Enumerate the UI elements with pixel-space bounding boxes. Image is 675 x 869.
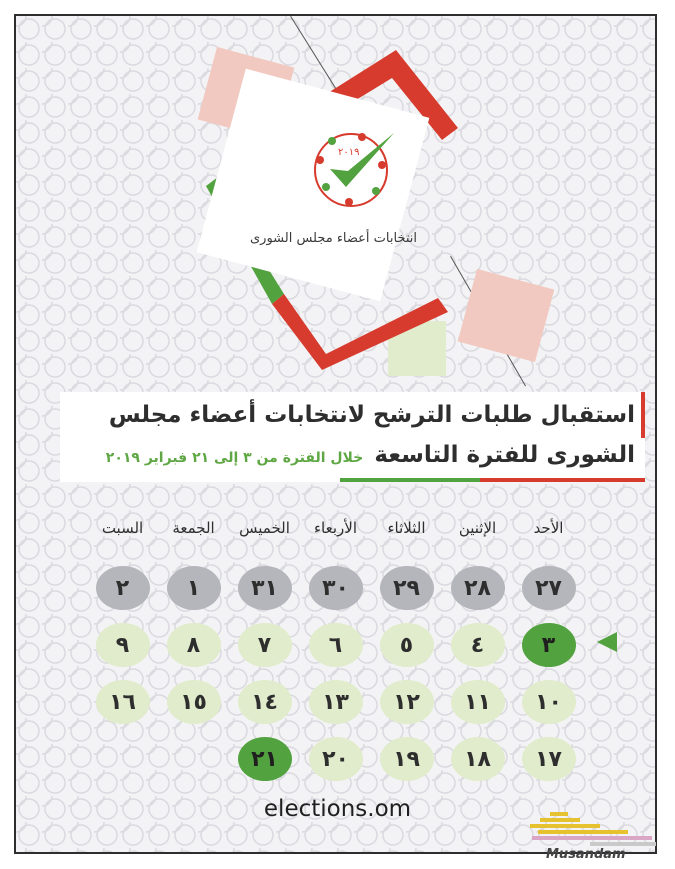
calendar-day: ١١	[451, 680, 505, 724]
calendar-day-highlighted: ٢١	[238, 737, 292, 781]
calendar-day: ٣٠	[309, 566, 363, 610]
weekday-label: الأربعاء	[313, 519, 357, 537]
start-date-arrow-icon	[597, 632, 617, 652]
calendar-slot	[371, 623, 442, 680]
calendar-slot	[300, 623, 371, 680]
calendar-slot	[442, 680, 513, 737]
calendar-slot	[158, 680, 229, 737]
calligraphy-logo-text	[249, 218, 422, 252]
calendar-day: ١٤	[238, 680, 292, 724]
calendar-slot	[371, 566, 442, 623]
calendar-day-highlighted: ٣	[522, 623, 576, 667]
calendar-slot	[371, 737, 442, 794]
title-line-2	[50, 442, 635, 468]
calendar-day: ٨	[167, 623, 221, 667]
calendar-day: ١٦	[96, 680, 150, 724]
weekday-label: الثلاثاء	[387, 519, 426, 537]
calendar-slot	[442, 737, 513, 794]
calendar-day: ٣١	[238, 566, 292, 610]
calendar-slot	[300, 737, 371, 794]
title-period: خلال الفترة من ٣ إلى ٢١ فبراير ٢٠١٩	[105, 450, 364, 466]
calendar-day: ٦	[309, 623, 363, 667]
calendar-day: ٥	[380, 623, 434, 667]
title-line-1: استقبال طلبات الترشح لانتخابات أعضاء مجلس	[108, 402, 635, 428]
calendar-slot	[229, 566, 300, 623]
weekday-label: السبت	[101, 519, 144, 537]
election-checkmark-logo	[302, 125, 400, 215]
calendar-slot	[158, 566, 229, 623]
calendar-slot	[87, 623, 158, 680]
calendar-slot	[371, 680, 442, 737]
calendar-slot	[229, 680, 300, 737]
website-url: elections.om	[263, 796, 412, 822]
logo-year-badge: ٢٠١٩	[338, 147, 360, 158]
weekday-label: الإثنين	[458, 519, 497, 537]
watermark-text: Musandam	[546, 847, 626, 862]
calendar-slot	[229, 737, 300, 794]
calendar-day: ٩	[96, 623, 150, 667]
weekday-label: الأحد	[533, 519, 564, 537]
calendar-day: ٤	[451, 623, 505, 667]
watermark-logo-icon	[530, 810, 660, 850]
calendar-day: ٢٧	[522, 566, 576, 610]
calendar-day: ١	[167, 566, 221, 610]
calendar-day: ١٩	[380, 737, 434, 781]
weekday-label: الجمعة	[172, 519, 215, 537]
calendar-day: ١٠	[522, 680, 576, 724]
calendar-day: ١٣	[309, 680, 363, 724]
calendar-slot	[513, 623, 584, 680]
calligraphy-text: انتخابات أعضاء مجلس الشورى	[249, 231, 417, 246]
calendar-slot	[300, 680, 371, 737]
calendar-slot	[87, 566, 158, 623]
weekday-label: الخميس	[239, 519, 290, 537]
calendar-slot	[513, 680, 584, 737]
calendar-grid	[86, 566, 584, 794]
calendar-slot	[158, 623, 229, 680]
title-line-2-main: الشورى للفترة التاسعة	[374, 442, 635, 468]
calendar-slot	[442, 566, 513, 623]
calendar-slot	[87, 680, 158, 737]
calendar-slot	[442, 623, 513, 680]
calendar-day: ٢٩	[380, 566, 434, 610]
weekday-header	[86, 519, 584, 541]
calendar-day: ١٢	[380, 680, 434, 724]
calendar-slot	[513, 737, 584, 794]
calendar-slot	[87, 737, 158, 794]
calendar-day: ٧	[238, 623, 292, 667]
calendar-slot	[229, 623, 300, 680]
calendar-day: ١٨	[451, 737, 505, 781]
calendar-day: ١٥	[167, 680, 221, 724]
calendar-day: ١٧	[522, 737, 576, 781]
calendar-slot	[513, 566, 584, 623]
calendar-day: ٢٨	[451, 566, 505, 610]
calendar-slot	[300, 566, 371, 623]
calendar-slot	[158, 737, 229, 794]
calendar-day: ٢٠	[309, 737, 363, 781]
calendar-day: ٢	[96, 566, 150, 610]
